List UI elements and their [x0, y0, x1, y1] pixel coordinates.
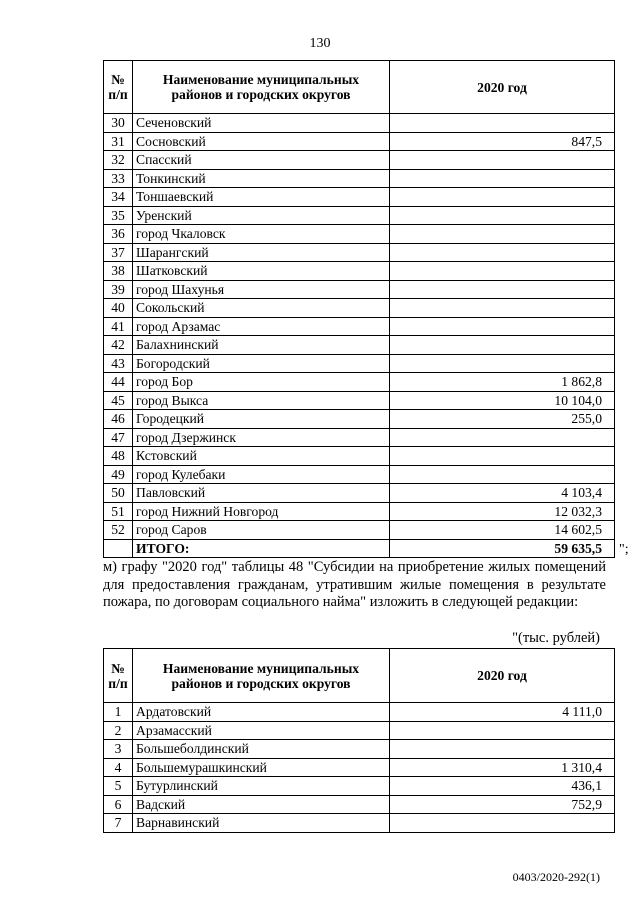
amount-value — [390, 428, 615, 447]
municipality-name: Бутурлинский — [133, 777, 390, 796]
header-municipality: Наименование муниципальных районов и городских округов — [133, 61, 390, 114]
row-number: 51 — [104, 502, 133, 521]
municipality-name: город Выкса — [133, 391, 390, 410]
municipality-name: Уренский — [133, 206, 390, 225]
amendment-paragraph: м) графу "2020 год" таблицы 48 "Субсидии на приобретение жилых помещений для предоставления гражданам, утратившим жилые помещения в результате пожара, по договорам социального найма" изложить в следующей редакции: — [103, 559, 606, 610]
municipality-name: Спасский — [133, 151, 390, 170]
table-row — [104, 703, 615, 722]
municipality-name: Тоншаевский — [133, 188, 390, 207]
table-row — [104, 391, 615, 410]
amount-value — [390, 740, 615, 759]
amount-value: 10 104,0 — [390, 391, 615, 410]
row-number: 44 — [104, 373, 133, 392]
municipality-name: город Саров — [133, 521, 390, 540]
municipality-name: Сеченовский — [133, 114, 390, 133]
table-row — [104, 795, 615, 814]
row-number: 5 — [104, 777, 133, 796]
table-row — [104, 410, 615, 429]
amount-value: 4 111,0 — [390, 703, 615, 722]
table-row — [104, 814, 615, 833]
municipality-name: город Чкаловск — [133, 225, 390, 244]
municipality-name: город Дзержинск — [133, 428, 390, 447]
total-value: 59 635,5 — [390, 539, 615, 558]
municipality-name: город Арзамас — [133, 317, 390, 336]
table-header-row — [104, 61, 615, 114]
amount-value — [390, 206, 615, 225]
municipality-name: Балахнинский — [133, 336, 390, 355]
total-number-cell — [104, 539, 133, 558]
table-row — [104, 299, 615, 318]
amount-value — [390, 243, 615, 262]
table-row — [104, 243, 615, 262]
closing-quote: "; — [619, 542, 629, 557]
amount-value — [390, 188, 615, 207]
amount-value — [390, 317, 615, 336]
table-row — [104, 336, 615, 355]
row-number: 33 — [104, 169, 133, 188]
row-number: 30 — [104, 114, 133, 133]
municipality-name: Павловский — [133, 484, 390, 503]
municipality-name: Шарангский — [133, 243, 390, 262]
municipality-name: Большеболдинский — [133, 740, 390, 759]
row-number: 3 — [104, 740, 133, 759]
amount-value — [390, 169, 615, 188]
row-number: 41 — [104, 317, 133, 336]
amount-value: 752,9 — [390, 795, 615, 814]
municipality-name: город Кулебаки — [133, 465, 390, 484]
amount-value: 4 103,4 — [390, 484, 615, 503]
row-number: 52 — [104, 521, 133, 540]
row-number: 6 — [104, 795, 133, 814]
row-number: 36 — [104, 225, 133, 244]
header-municipality: Наименование муниципальных районов и городских округов — [133, 649, 390, 703]
unit-note: "(тыс. рублей) — [512, 630, 600, 646]
amount-value: 847,5 — [390, 132, 615, 151]
municipality-name: город Шахунья — [133, 280, 390, 299]
municipality-name: Шатковский — [133, 262, 390, 281]
municipality-name: Богородский — [133, 354, 390, 373]
amount-value — [390, 354, 615, 373]
table-row — [104, 484, 615, 503]
table-row — [104, 188, 615, 207]
amount-value — [390, 280, 615, 299]
amount-value — [390, 336, 615, 355]
municipality-name: город Бор — [133, 373, 390, 392]
row-number: 50 — [104, 484, 133, 503]
row-number: 31 — [104, 132, 133, 151]
row-number: 32 — [104, 151, 133, 170]
amount-value — [390, 262, 615, 281]
row-number: 35 — [104, 206, 133, 225]
row-number: 37 — [104, 243, 133, 262]
row-number: 43 — [104, 354, 133, 373]
table-row — [104, 151, 615, 170]
amount-value — [390, 465, 615, 484]
header-number: № п/п — [104, 61, 133, 114]
header-number: № п/п — [104, 649, 133, 703]
page-number: 130 — [309, 36, 331, 51]
row-number: 1 — [104, 703, 133, 722]
row-number: 40 — [104, 299, 133, 318]
amount-value — [390, 299, 615, 318]
municipality-name: Варнавинский — [133, 814, 390, 833]
municipality-name: Тонкинский — [133, 169, 390, 188]
amount-value: 1 310,4 — [390, 758, 615, 777]
row-number: 47 — [104, 428, 133, 447]
municipality-name: Арзамасский — [133, 721, 390, 740]
header-year: 2020 год — [390, 61, 615, 114]
table-row — [104, 317, 615, 336]
municipality-name: Сокольский — [133, 299, 390, 318]
amount-value: 12 032,3 — [390, 502, 615, 521]
table-row — [104, 354, 615, 373]
table-row — [104, 114, 615, 133]
row-number: 38 — [104, 262, 133, 281]
row-number: 2 — [104, 721, 133, 740]
amount-value — [390, 151, 615, 170]
table-row — [104, 447, 615, 466]
table-row — [104, 721, 615, 740]
table-body — [104, 703, 615, 833]
row-number: 48 — [104, 447, 133, 466]
table-row — [104, 225, 615, 244]
amount-value: 1 862,8 — [390, 373, 615, 392]
header-year: 2020 год — [390, 649, 615, 703]
amount-value — [390, 814, 615, 833]
row-number: 34 — [104, 188, 133, 207]
amount-value: 436,1 — [390, 777, 615, 796]
table-row — [104, 777, 615, 796]
municipality-name: Ардатовский — [133, 703, 390, 722]
row-number: 4 — [104, 758, 133, 777]
amount-value — [390, 721, 615, 740]
amount-value — [390, 114, 615, 133]
table-row — [104, 132, 615, 151]
table-row — [104, 262, 615, 281]
table-row — [104, 428, 615, 447]
table-row — [104, 502, 615, 521]
amount-value — [390, 225, 615, 244]
amount-value: 255,0 — [390, 410, 615, 429]
table-body — [104, 114, 615, 540]
row-number: 39 — [104, 280, 133, 299]
table-row — [104, 521, 615, 540]
table-48-subsidy — [103, 648, 615, 833]
row-number: 7 — [104, 814, 133, 833]
table-header-row — [104, 649, 615, 703]
table-row — [104, 465, 615, 484]
amount-value: 14 602,5 — [390, 521, 615, 540]
table-row — [104, 373, 615, 392]
row-number: 46 — [104, 410, 133, 429]
total-row — [104, 539, 615, 558]
subsidy-table-continued — [103, 60, 615, 558]
table-row — [104, 280, 615, 299]
row-number: 42 — [104, 336, 133, 355]
table-row — [104, 758, 615, 777]
municipality-name: Вадский — [133, 795, 390, 814]
municipality-name: Сосновский — [133, 132, 390, 151]
document-code: 0403/2020-292(1) — [512, 870, 600, 884]
municipality-name: Городецкий — [133, 410, 390, 429]
row-number: 45 — [104, 391, 133, 410]
table-row — [104, 740, 615, 759]
amount-value — [390, 447, 615, 466]
total-label: ИТОГО: — [133, 539, 390, 558]
municipality-name: Большемурашкинский — [133, 758, 390, 777]
table-row — [104, 169, 615, 188]
municipality-name: город Нижний Новгород — [133, 502, 390, 521]
table-row — [104, 206, 615, 225]
row-number: 49 — [104, 465, 133, 484]
municipality-name: Кстовский — [133, 447, 390, 466]
